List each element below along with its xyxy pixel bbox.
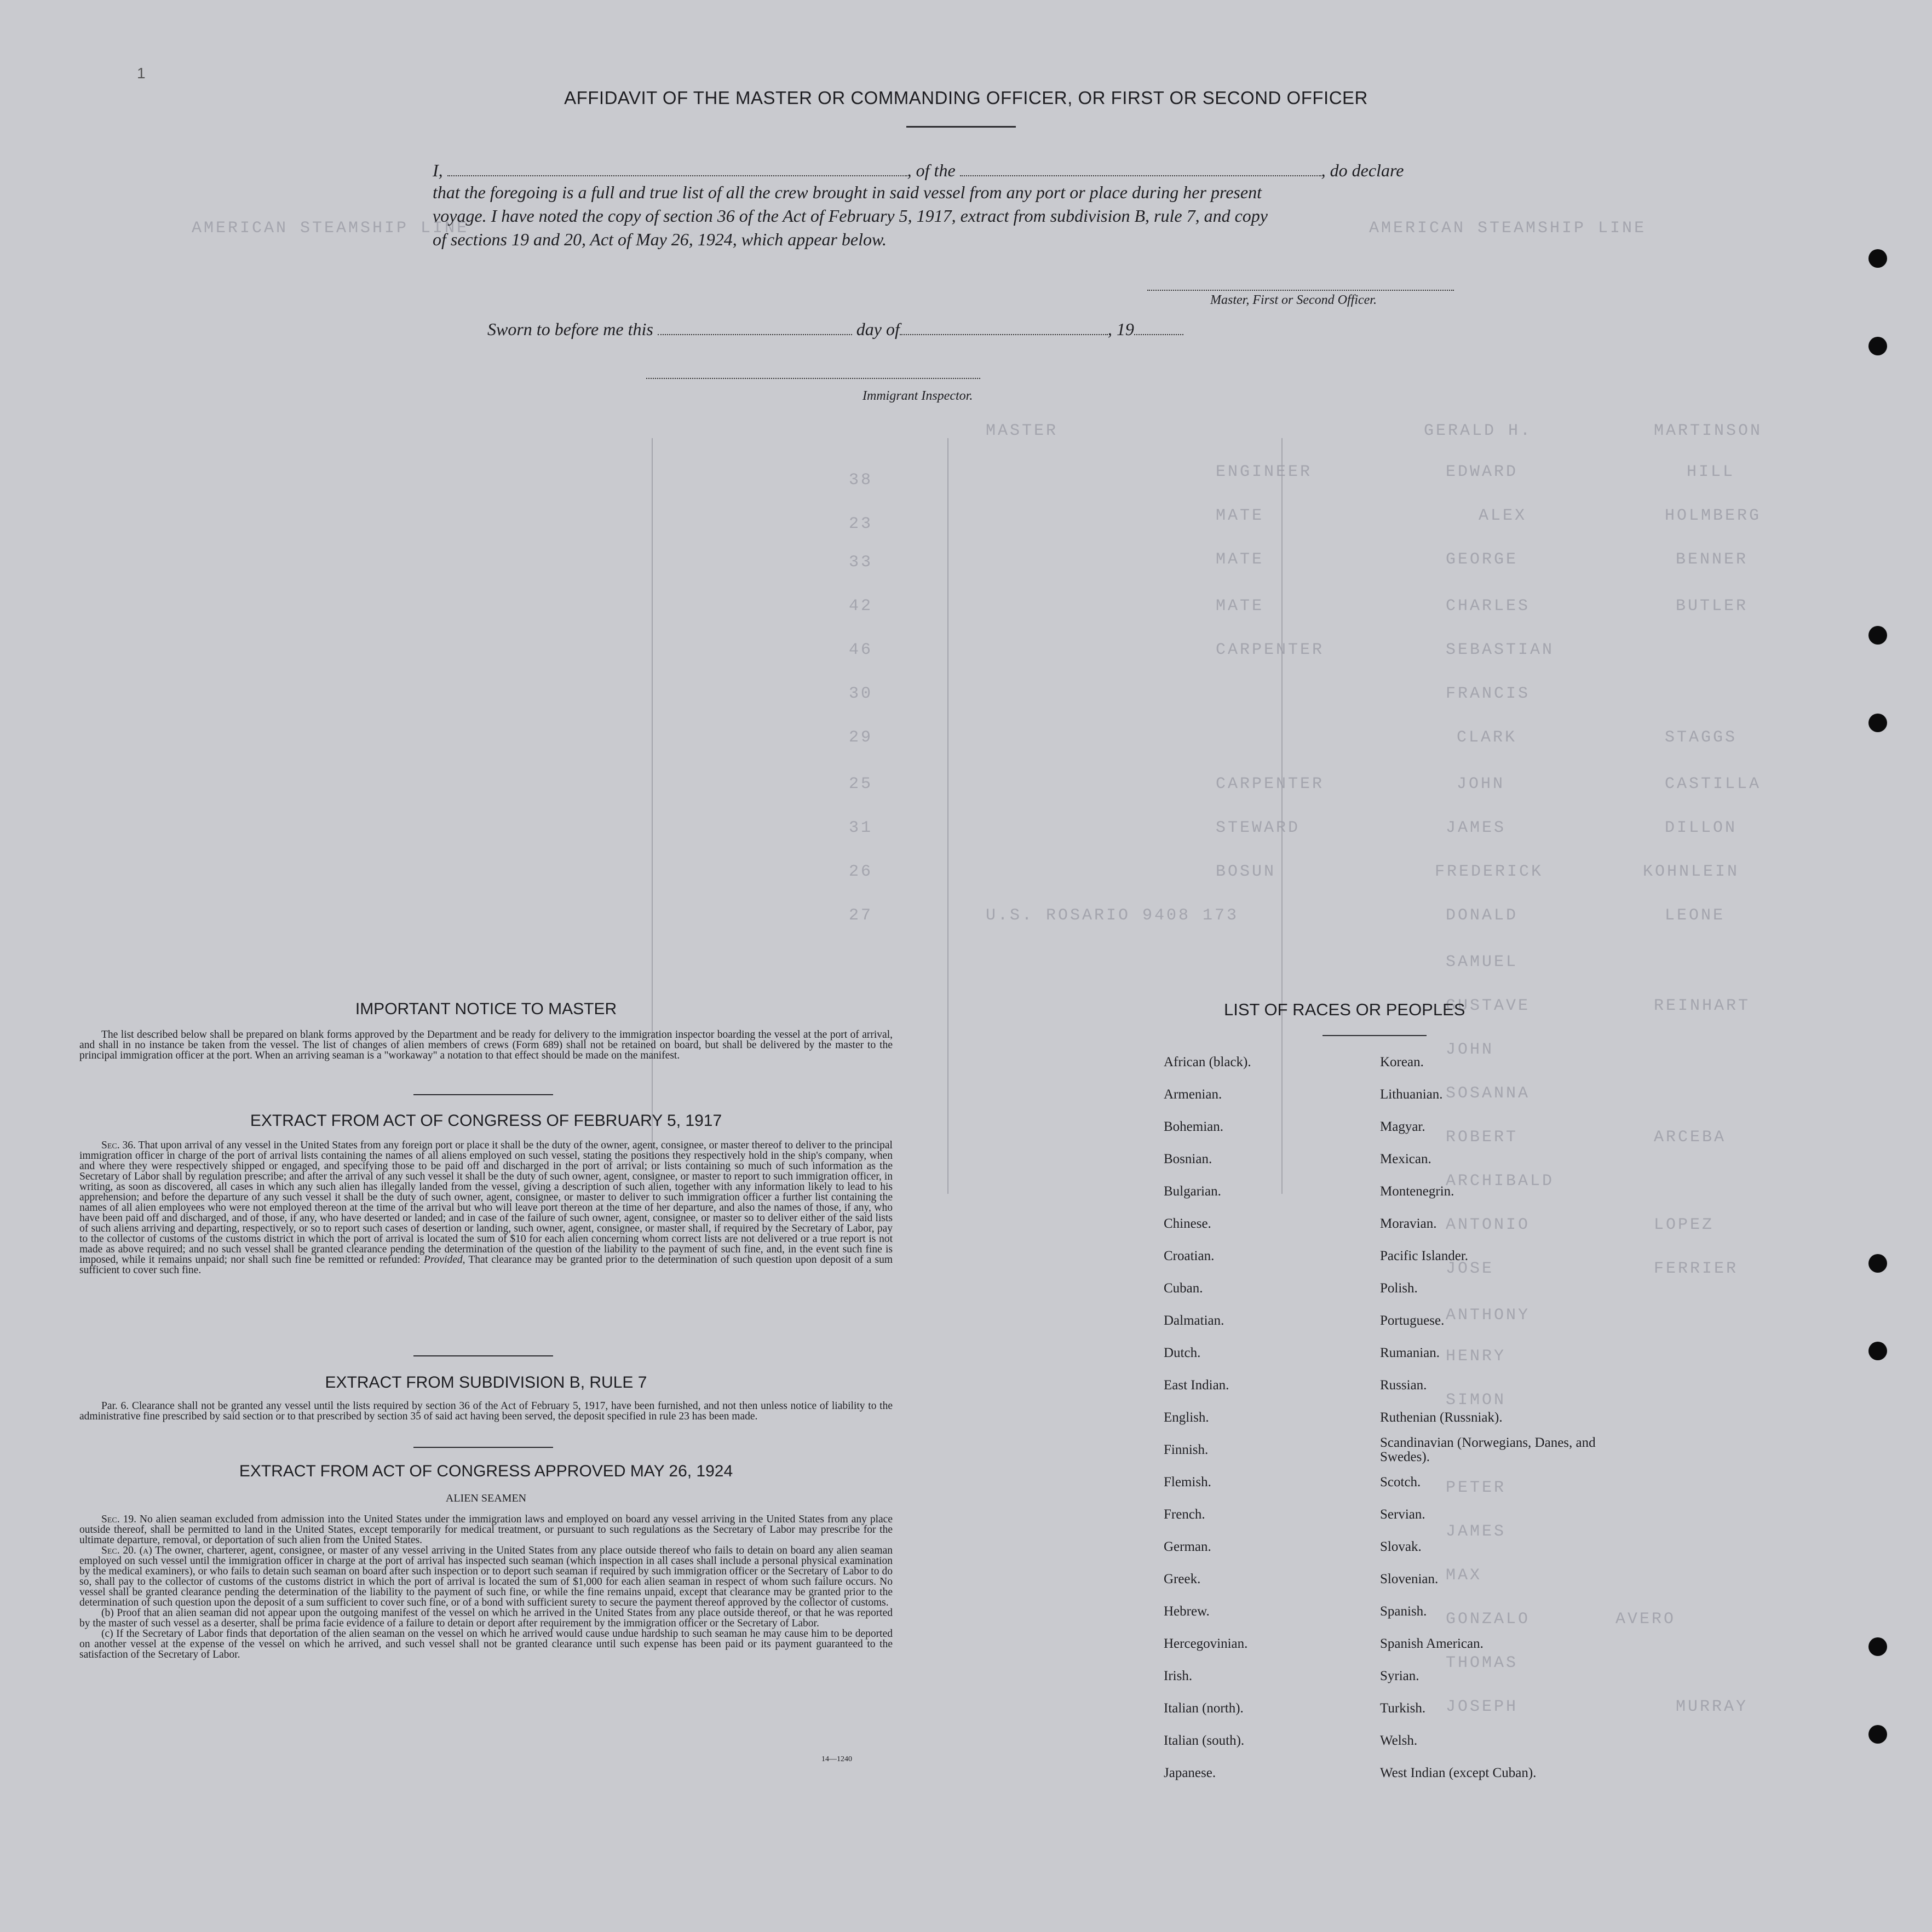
punch-hole [1868,1342,1887,1360]
race-item: Welsh. [1380,1733,1418,1748]
affidavit-title: AFFIDAVIT OF THE MASTER OR COMMANDING OFFICER, OR FIRST OR SECOND OFFICER [564,88,1368,108]
declaration-body-2: voyage. I have noted the copy of section 36 of the Act of February 5, 1917, extract from subdivision B, rule 7, and copy [433,206,1268,226]
race-item: Korean. [1380,1055,1424,1070]
races-left-column [1164,1046,1251,1789]
race-item: Russian. [1380,1378,1427,1393]
race-item: Italian (south). [1164,1733,1245,1748]
race-item: Cuban. [1164,1281,1203,1296]
provided-label: Provided, [423,1254,465,1266]
extract-1917-block [79,1140,893,1275]
notice-block [79,1030,893,1061]
race-item: Chinese. [1164,1216,1211,1231]
race-item: Dutch. [1164,1346,1201,1360]
sworn-day-field[interactable] [658,318,852,335]
declaration-body-1: that the foregoing is a full and true list of all the crew brought in said vessel from any port or place during her present [433,182,1262,202]
race-item: Bohemian. [1164,1119,1224,1134]
race-item: French. [1164,1507,1205,1522]
race-item: Croatian. [1164,1249,1215,1263]
document-page: AMERICAN STEAMSHIP LINE AMERICAN STEAMSHIP LINE MASTER GERALD H. MARTINSON EDWARD HILL ALEX HOLMBERG GEORGE BENNER CHARLES BUTLER SEBASTIAN FRANCIS CLARK STAGGS JOHN CASTILLA JAMES DILLON FREDERICK KOHNLEIN DONALD LEONE SAMUEL GUSTAVE REINHART JOHN SOSANNA ARCEBA ROBERT ARCHIBALD ANTONIO LOPEZ JOSE FERRIER ANTHONY HENRY SIMON PETER JAMES MAX GONZALO THOMAS JOSEPH 38 23 33 42 46 30 29 25 31 26 27 ENGINEER MATE MATE MATE CARPENTER CARPENTER STEWARD BOSUN U.S. ROSARIO 9408 173 AVERO MURRAY 1 AFFIDAVIT OF THE MASTER OR COMMANDING OFFICER, OR FIRST OR SECOND OFFICER I, , of the , do declare that the foregoing is a full and true list of all the crew brought in said vessel from any port or place during her present voyage. I have noted the copy of section 36 of the Act of February 5, 1917, extract from subdivision B, rule 7, and copy of sections 19 and 20, Act of May 26, 1924, which appear below. Master, First or Second Officer. Sworn to before me this day of , 19 Immigrant Inspector. IMPORTANT NOTICE TO MASTER The list described below shall be prepared on blank forms approved by the Department and be ready for delivery to the immigration inspector boarding the vessel at the port of arrival, and shall in no instance be taken from the vessel. The list of changes of alien members of crews (Form 689) shall not be retained on board, but shall be delivered by the master to the principal immigration officer at the port. When an arriving seaman is a "workaway" a notation to that effect should be made on the manifest. EXTRACT FROM ACT OF CONGRESS OF FEBRUARY 5, 1917 Sec. 36. That upon arrival of any vessel in the United States from any foreign port or place it shall be the duty of the owner, agent, consignee, or master thereof to deliver to the principal immigration officer in charge of the port of arrival lists containing the names of all aliens employed on such vessel, stating the positions they respectively hold in the ship's company, when and where they were respectively shipped or engaged, and specifying those to be paid off and discharged in the port of arrival; or lists containing so much of such information as the Secretary of Labor shall by regulation prescribe; and after the arrival of any such vessel it shall be the duty of such owner, agent, consignee, or master to report to such immigration officer, in writing, as soon as discovered, all cases in which any such alien has illegally landed from the vessel, giving a description of such alien, together with any information likely to lead to his apprehension; and before the departure of any such vessel it shall be the duty of such owner, agent, consignee, or master to deliver to such immigration officer a further list containing the names of all alien employees who were not employed thereon at the time of the arrival but who will leave port thereon at the time of her departure, and also the names of those, if any, who have been paid off and discharged, and of those, if any, who have deserted or landed; and in case of the failure of such owner, agent, consignee, or master so to deliver either of the said lists of such aliens arriving and departing, respectively, or so to report such cases of desertion or landing, such owner, agent, consignee, or master shall, if required by the Secretary of Labor, pay to the collector of customs of the customs district in which the port of arrival is located the sum of $10 for each alien concerning whom correct lists are not delivered or a true report is not made as above required; and no such vessel shall be granted clearance pending the determination of the question of the liability to the payment of such fine, and, in the event such fine is imposed, while it remains unpaid; nor shall such fine be remitted or refunded: Provided, That clearance may be granted prior to the determination of such question upon deposit of a sum sufficient to cover such fine. EXTRACT FROM SUBDIVISION B, RULE 7 Par. 6. Clearance shall not be granted any vessel until the lists required by section 36 of the Act of February 5, 1917, have been furnished, and not then unless notice of liability to the administrative fine prescribed by said section or to that prescribed by section 35 of said act having been served, the deposit specified in rule 23 has been made. EXTRACT FROM ACT OF CONGRESS APPROVED MAY 26, 1924 ALIEN SEAMEN Sec. 19. No alien seaman excluded from admission into the United States under the immigration laws and employed on board any vessel arriving in the United States from any place outside thereof, shall be permitted to land in the United States, except temporarily for medical treatment, or pursuant to such regulations as the Secretary of Labor may prescribe for the ultimate departure, removal, or deportation of such alien from the United States. Sec. 20. (a) The owner, charterer, agent, consignee, or master of any vessel arriving in the United States from any place outside thereof who fails to detain on board any alien seaman employed on such vessel until the immigration officer in charge at the port of arrival has inspected such seaman (which inspection in all cases shall include a personal physical examination by the medical examiners), or who fails to detain such seaman on board after such inspection or to deport such seaman if required by such immigration officer or the Secretary of Labor to do so, shall pay to the collector of customs of the customs district in which the port of arrival is located the sum of $1,000 for each alien seaman in respect of whom such failure occurs. No vessel shall be granted clearance pending the determination of the liability to the payment of such fine, or while the fine remains unpaid, except that clearance may be granted prior to the determination of such question upon the deposit of a sum sufficient to cover such fine, or of a bond with sufficient surety to secure the payment thereof approved by the collector of customs. (b) Proof that an alien seaman did not appear upon the outgoing manifest of the vessel on which he arrived in the United States from any place outside thereof, or that he was reported by the master of such vessel as a deserter, shall be prima facie evidence of a failure to detain or deport after requirement by the immigration officer or the Secretary of Labor. (c) If the Secretary of Labor finds that deportation of the alien seaman on the vessel on which he arrived would cause undue hardship to such seaman he may cause him to be deported on another vessel at the expense of the vessel on which he arrived, and such vessel shall not be granted clearance until such expense has been paid or its payment guaranteed to the satisfaction of the Secretary of Labor. 14—1240 LIST OF RACES OR PEOPLES African (black). Armenian. Bohemian. Bosnian. Bulgarian. Chinese. Croatian. Cuban. Dalmatian. Dutch. East Indian. English. Finnish. Flemish. French. German. Greek. Hebrew. Hercegovinian. Irish. Italian (north). Italian (south). Japanese. Korean. Lithuanian. Magyar. Mexican. Montenegrin. Moravian. Pacific Islander. Polish. Portuguese. Rumanian. Russian. Ruthenian (Russniak). Scandinavian (Norwegians, Danes, and Swedes). Scotch. Servian. Slovak. Slovenian. Spanish. Spanish American. Syrian. Turkish. Welsh. West Indian (except Cuban). [0,0,1932,1932]
race-item: Italian (north). [1164,1701,1244,1716]
race-item: Finnish. [1164,1442,1209,1457]
sworn-day-of: day of [856,319,900,339]
race-item: Syrian. [1380,1669,1419,1683]
race-item: Irish. [1164,1669,1193,1683]
race-item: Japanese. [1164,1766,1216,1780]
race-item: Dalmatian. [1164,1313,1224,1328]
race-item: Rumanian. [1380,1346,1440,1360]
race-item: Slovak. [1380,1539,1422,1554]
race-item: Magyar. [1380,1119,1425,1134]
race-item: English. [1164,1410,1209,1425]
form-number: 14—1240 [821,1755,852,1763]
race-item: Scotch. [1380,1475,1421,1490]
sworn-month-field[interactable] [900,318,1108,335]
race-item: East Indian. [1164,1378,1229,1393]
race-item: Spanish. [1380,1604,1427,1619]
divider [413,1447,553,1448]
vessel-name-field[interactable] [960,159,1321,176]
race-item: Hercegovinian. [1164,1636,1248,1651]
rule7-text: Par. 6. Clearance shall not be granted any vessel until the lists required by section 36 of the Act of February 5, 1917, have been furnished, and not then unless notice of liability to the administrative fine prescribed by said section or to that prescribed by section 35 of said act having been served, the deposit specified in rule 23 has been made. [79,1400,893,1422]
punch-hole [1868,249,1887,268]
declaration-line [433,159,1404,181]
race-item: Pacific Islander. [1380,1249,1469,1263]
races-title: LIST OF RACES OR PEOPLES [1224,1000,1465,1019]
extract-rule7-block [79,1401,893,1422]
race-item: Scandinavian (Norwegians, Danes, and Swedes). [1380,1435,1596,1464]
race-item: Mexican. [1380,1152,1431,1166]
extract-rule7-title: EXTRACT FROM SUBDIVISION B, RULE 7 [325,1373,647,1392]
race-item: Spanish American. [1380,1636,1484,1651]
punch-hole [1868,1254,1887,1273]
master-signature-line[interactable] [1147,289,1454,291]
punch-hole [1868,1637,1887,1656]
alien-seamen-subtitle: ALIEN SEAMEN [445,1492,527,1504]
notice-title: IMPORTANT NOTICE TO MASTER [355,1000,617,1018]
race-item: Lithuanian. [1380,1087,1443,1102]
sec-20b-label: (b) [101,1607,114,1619]
divider [1323,1035,1427,1036]
corner-mark: 1 [137,65,146,82]
declaration-body-3: of sections 19 and 20, Act of May 26, 1924, which appear below. [433,229,887,249]
extract-1924-title: EXTRACT FROM ACT OF CONGRESS APPROVED MAY 26, 1924 [239,1462,733,1480]
sworn-year-field[interactable] [1134,318,1183,335]
race-item: Bosnian. [1164,1152,1212,1166]
title-underline [906,126,1016,128]
extract-1924-block [79,1514,893,1660]
sec-36-text-end: That clearance may be granted prior to the determination of such question upon deposit of a sum sufficient to cover such fine. [79,1254,893,1276]
punch-hole [1868,1725,1887,1744]
declarant-name-field[interactable] [447,159,907,176]
inspector-signature-line[interactable] [646,377,980,379]
race-item: Portuguese. [1380,1313,1445,1328]
declaration-do-declare: , do declare [1321,160,1404,180]
sec-20c-label: (c) [101,1628,113,1640]
race-item: Servian. [1380,1507,1425,1522]
race-item: Greek. [1164,1572,1201,1586]
race-item: Moravian. [1380,1216,1437,1231]
sec-20c-text: If the Secretary of Labor finds that deportation of the alien seaman on the vessel on which he arrived would cause undue hardship to such seaman he may cause him to be deported on another vessel at the expense of the vessel on which he arrived, and such vessel shall not be granted clearance until such expense has been paid or its payment guaranteed to the satisfaction of the Secretary of Labor. [79,1628,893,1660]
race-item: Montenegrin. [1380,1184,1454,1199]
race-item: Flemish. [1164,1475,1211,1490]
race-item: German. [1164,1539,1211,1554]
inspector-label: Immigrant Inspector. [863,389,973,403]
sec-19-text: No alien seaman excluded from admission into the United States under the immigration laws and employed on board any vessel arriving in the United States from any place outside thereof, shall be permitted to land in the United States, except temporarily for medical treatment, or pursuant to such regulations as the Secretary of Labor may prescribe for the ultimate departure, removal, or deportation of such alien from the United States. [79,1514,893,1546]
declaration-i: I, [433,160,443,180]
punch-hole [1868,626,1887,645]
races-right-column [1380,1046,1610,1789]
master-signature-label: Master, First or Second Officer. [1210,293,1377,307]
sec-20a-text: The owner, charterer, agent, consignee, or master of any vessel arriving in the United States from any place outside thereof who fails to detain on board any alien seaman employed on such vessel until the immigration officer in charge at the port of arrival has inspected such seaman (which inspection in all cases shall include a personal physical examination by the medical examiners), or who fails to detain such seaman on board after such inspection or to deport such seaman if required by such immigration officer or the Secretary of Labor to do so, shall pay to the collector of customs of the customs district in which the port of arrival is located the sum of $1,000 for each alien seaman in respect of whom such failure occurs. No vessel shall be granted clearance pending the determination of the liability to the payment of such fine, or while the fine remains unpaid, except that clearance may be granted prior to the determination of such question upon the deposit of a sum sufficient to cover such fine, or of a bond with sufficient surety to secure the payment thereof approved by the collector of customs. [79,1545,893,1608]
punch-hole [1868,337,1887,355]
sworn-prefix: Sworn to before me this [487,319,653,339]
race-item: Ruthenian (Russniak). [1380,1410,1503,1425]
sec-36-label: Sec. 36. [101,1140,136,1151]
divider [413,1355,553,1356]
race-item: Polish. [1380,1281,1418,1296]
race-item: Hebrew. [1164,1604,1210,1619]
sec-20-label: Sec. 20. (a) [101,1545,152,1556]
sworn-year: , 19 [1107,319,1134,339]
punch-hole [1868,714,1887,732]
race-item: Armenian. [1164,1087,1222,1102]
declaration-of-the: , of the [907,160,956,180]
race-item: African (black). [1164,1055,1251,1070]
extract-1917-title: EXTRACT FROM ACT OF CONGRESS OF FEBRUARY 5, 1917 [250,1112,722,1130]
race-item: Turkish. [1380,1701,1426,1716]
sworn-line [487,318,1183,340]
notice-text: The list described below shall be prepared on blank forms approved by the Department and be ready for delivery to the immigration inspector boarding the vessel at the port of arrival, and shall in no instance be taken from the vessel. The list of changes of alien members of crews (Form 689) shall not be retained on board, but shall be delivered by the master to the principal immigration officer at the port. When an arriving seaman is a "workaway" a notation to that effect should be made on the manifest. [79,1029,893,1061]
race-item: West Indian (except Cuban). [1380,1766,1537,1780]
sec-20b-text: Proof that an alien seaman did not appear upon the outgoing manifest of the vessel on which he arrived in the United States from any place outside thereof, or that he was reported by the master of such vessel as a deserter, shall be prima facie evidence of a failure to detain or deport after requirement by the immigration officer or the Secretary of Labor. [79,1607,893,1629]
divider [413,1094,553,1095]
sec-36-text: That upon arrival of any vessel in the United States from any foreign port or place it shall be the duty of the owner, agent, consignee, or master thereof to deliver to the principal immigration officer in charge of the port of arrival lists containing the names of all aliens employed on such vessel, stating the positions they respectively hold in the ship's company, when and where they were respectively shipped or engaged, and specifying those to be paid off and discharged in the port of arrival; or lists containing so much of such information as the Secretary of Labor shall by regulation prescribe; and after the arrival of any such vessel it shall be the duty of such owner, agent, consignee, or master to report to such immigration officer, in writing, as soon as discovered, all cases in which any such alien has illegally landed from the vessel, giving a description of such alien, together with any information likely to lead to his apprehension; and before the departure of any such vessel it shall be the duty of such owner, agent, consignee, or master to deliver to such immigration officer a further list containing the names of all alien employees who were not employed thereon at the time of the arrival but who will leave port thereon at the time of her departure, and also the names of those, if any, who have been paid off and discharged, and of those, if any, who have deserted or landed; and in case of the failure of such owner, agent, consignee, or master so to deliver either of the said lists of such aliens arriving and departing, respectively, or so to report such cases of desertion or landing, such owner, agent, consignee, or master shall, if required by the Secretary of Labor, pay to the collector of customs of the customs district in which the port of arrival is located the sum of $10 for each alien concerning whom correct lists are not delivered or a true report is not made as above required; and no such vessel shall be granted clearance pending the determination of the question of the liability to the payment of such fine, and, in the event such fine is imposed, while it remains unpaid; nor shall such fine be remitted or refunded: [79,1140,893,1266]
sec-19-label: Sec. 19. [101,1514,136,1525]
race-item: Slovenian. [1380,1572,1439,1586]
race-item: Bulgarian. [1164,1184,1221,1199]
